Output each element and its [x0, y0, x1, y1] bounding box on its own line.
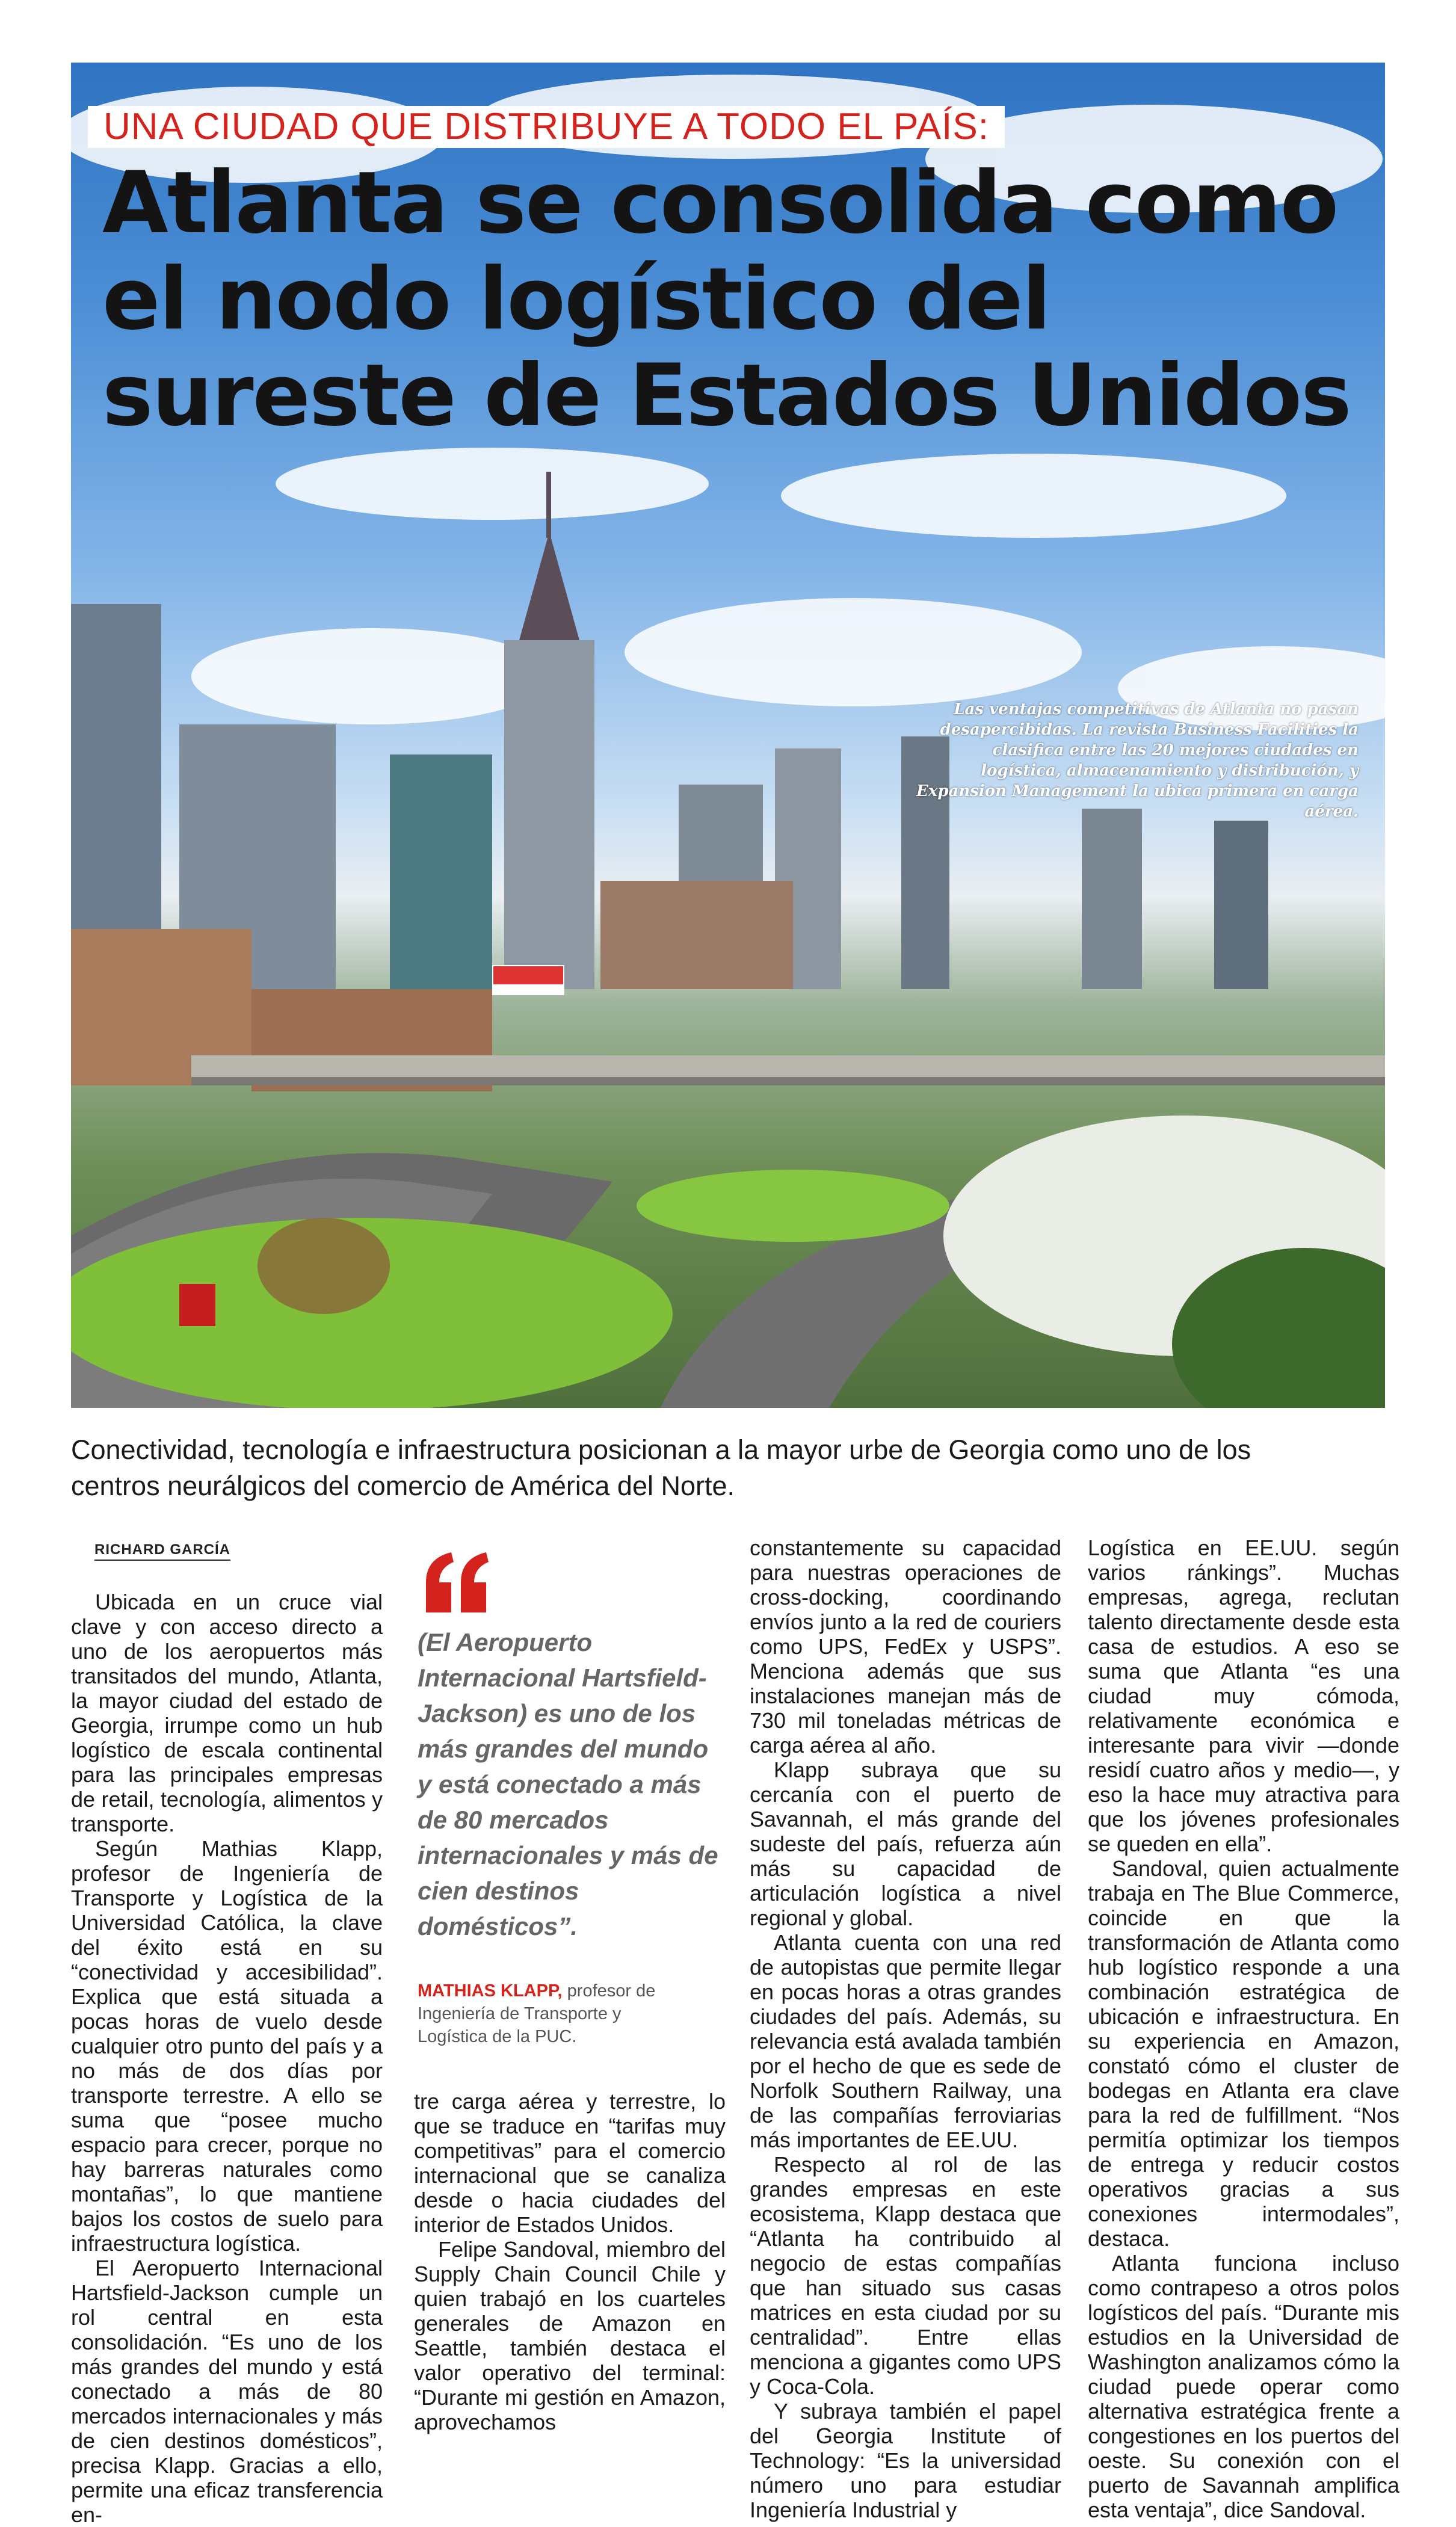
- paragraph: Atlanta cuenta con una red de autopistas que permite llegar en pocas horas a otras grandes ciudades del país. Además, su relevancia está avalada también por el hecho de que es sede de Norfolk Southern Railway, una de las compañías ferroviarias más importantes de EE.UU.: [750, 1930, 1061, 2152]
- headline-line: el nodo logístico del: [102, 250, 1050, 349]
- column-2: [414, 2089, 726, 2434]
- paragraph: Ubicada en un cruce vial clave y con acceso directo a uno de los aeropuertos más transitados del mundo, Atlanta, la mayor ciudad del estado de Georgia, irrumpe como un hub logístico de escala continental para las principales empresas de retail, tecnología, alimentos y transporte.: [71, 1590, 383, 1836]
- paragraph: Sandoval, quien actualmente trabaja en The Blue Commerce, coincide en que la transformación de Atlanta como hub logístico responde a una combinación estratégica de ubicación e infraestructura. En su experiencia en Amazon, constató cómo el cluster de bodegas en Atlanta era clave para la red de fulfillment. “Nos permitía optimizar los tiempos de entrega y reducir costos operativos gracias a sus conexiones intermodales”, destaca.: [1088, 1856, 1399, 2251]
- paragraph: Klapp subraya que su cercanía con el puerto de Savannah, el más grande del sudeste del país, refuerza aún más su capacidad de articulación logística a nivel regional y global.: [750, 1757, 1061, 1930]
- pull-quote: (El Aeropuerto Internacional Hartsfield-Jackson) es uno de los más grandes del mundo y está conectado a más de 80 mercados internacionales y más de cien destinos domésticos”.: [418, 1628, 718, 1940]
- paragraph: Y subraya también el papel del Georgia Institute of Technology: “Es la universidad número uno para estudiar Ingeniería Industrial y: [750, 2399, 1061, 2522]
- attribution-role: profesor de Ingeniería de Transporte y Logística de la PUC.: [418, 1981, 656, 2046]
- paragraph: Logística en EE.UU. según varios ránkings”. Muchas empresas, agrega, reclutan talento directamente desde esta casa de estudios. A eso se suma que Atlanta “es una ciudad muy cómoda, relativamente económica e interesante para vivir —donde residí cuatro años y medio—, y eso la hace muy atractiva para que los jóvenes profesionales se queden en ella”.: [1088, 1535, 1399, 1856]
- paragraph: Atlanta funciona incluso como contrapeso a otros polos logísticos del país. “Durante mis estudios en la Universidad de Washington analizamos cómo la ciudad puede operar como alternativa estratégica frente a congestiones en los puertos del oeste. Su conexión con el puerto de Savannah amplifica esta ventaja”, dice Sandoval.: [1088, 2251, 1399, 2522]
- paragraph: Respecto al rol de las grandes empresas en este ecosistema, Klapp destaca que “Atlanta ha contribuido al negocio de estas compañías que han situado sus casas matrices en esta ciudad por su centralidad”. Entre ellas menciona a gigantes como UPS y Coca-Cola.: [750, 2152, 1061, 2399]
- attribution-name: MATHIAS KLAPP,: [418, 1981, 563, 2001]
- paragraph: constantemente su capacidad para nuestras operaciones de cross-docking, coordinando envíos junto a la red de couriers como UPS, FedEx y USPS”. Menciona además que sus instalaciones manejan más de 730 mil toneladas métricas de carga aérea al año.: [750, 1535, 1061, 1757]
- paragraph: tre carga aérea y terrestre, lo que se traduce en “tarifas muy competitivas” para el comercio internacional que se canaliza desde o hacia ciudades del interior de Estados Unidos.: [414, 2089, 726, 2237]
- paragraph: Según Mathias Klapp, profesor de Ingeniería de Transporte y Logística de la Universidad Católica, la clave del éxito está en su “conectividad y accesibilidad”. Explica que está situada a pocas horas de vuelo desde cualquier otro punto del país y a no más de dos días por transporte terrestre. A ello se suma que “posee mucho espacio para crecer, porque no hay barreras naturales como montañas”, lo que mantiene bajos los costos de suelo para infraestructura logística.: [71, 1836, 383, 2256]
- deck: Conectividad, tecnología e infraestructura posicionan a la mayor urbe de Georgia como uno de los centros neurálgicos del comercio de América del Norte.: [71, 1434, 1251, 1501]
- headline-line: sureste de Estados Unidos: [102, 346, 1351, 445]
- pull-quote-attribution: [418, 1979, 682, 2048]
- byline: RICHARD GARCÍA: [94, 1541, 230, 1561]
- paragraph: Felipe Sandoval, miembro del Supply Chain Council Chile y quien trabajó en los cuarteles generales de Amazon en Seattle, también destaca el valor operativo del terminal: “Durante mi gestión en Amazon, aprovechamos: [414, 2237, 726, 2434]
- column-3: [750, 1535, 1061, 2522]
- photo-caption: Las ventajas competitivas de Atlanta no pasan desapercibidas. La revista Business Facilities la clasifica entre las 20 mejores ciudades en logística, almacenamiento y distribución, y Expansion Management la ubica primera en carga aérea.: [916, 700, 1359, 821]
- column-1: [71, 1590, 383, 2527]
- quote-mark-icon: [421, 1552, 493, 1618]
- hero-photo: [71, 63, 1385, 1408]
- headline: [102, 155, 1366, 444]
- paragraph: El Aeropuerto Internacional Hartsfield-Jackson cumple un rol central en esta consolidación. “Es uno de los más grandes del mundo y está conectado a más de 80 mercados internacionales y más de cien destinos domésticos”, precisa Klapp. Gracias a ello, permite una eficaz transferencia en-: [71, 2256, 383, 2527]
- column-4: [1088, 1535, 1399, 2522]
- kicker: UNA CIUDAD QUE DISTRIBUYE A TODO EL PAÍS:: [88, 106, 1005, 148]
- headline-line: Atlanta se consolida como: [102, 153, 1338, 253]
